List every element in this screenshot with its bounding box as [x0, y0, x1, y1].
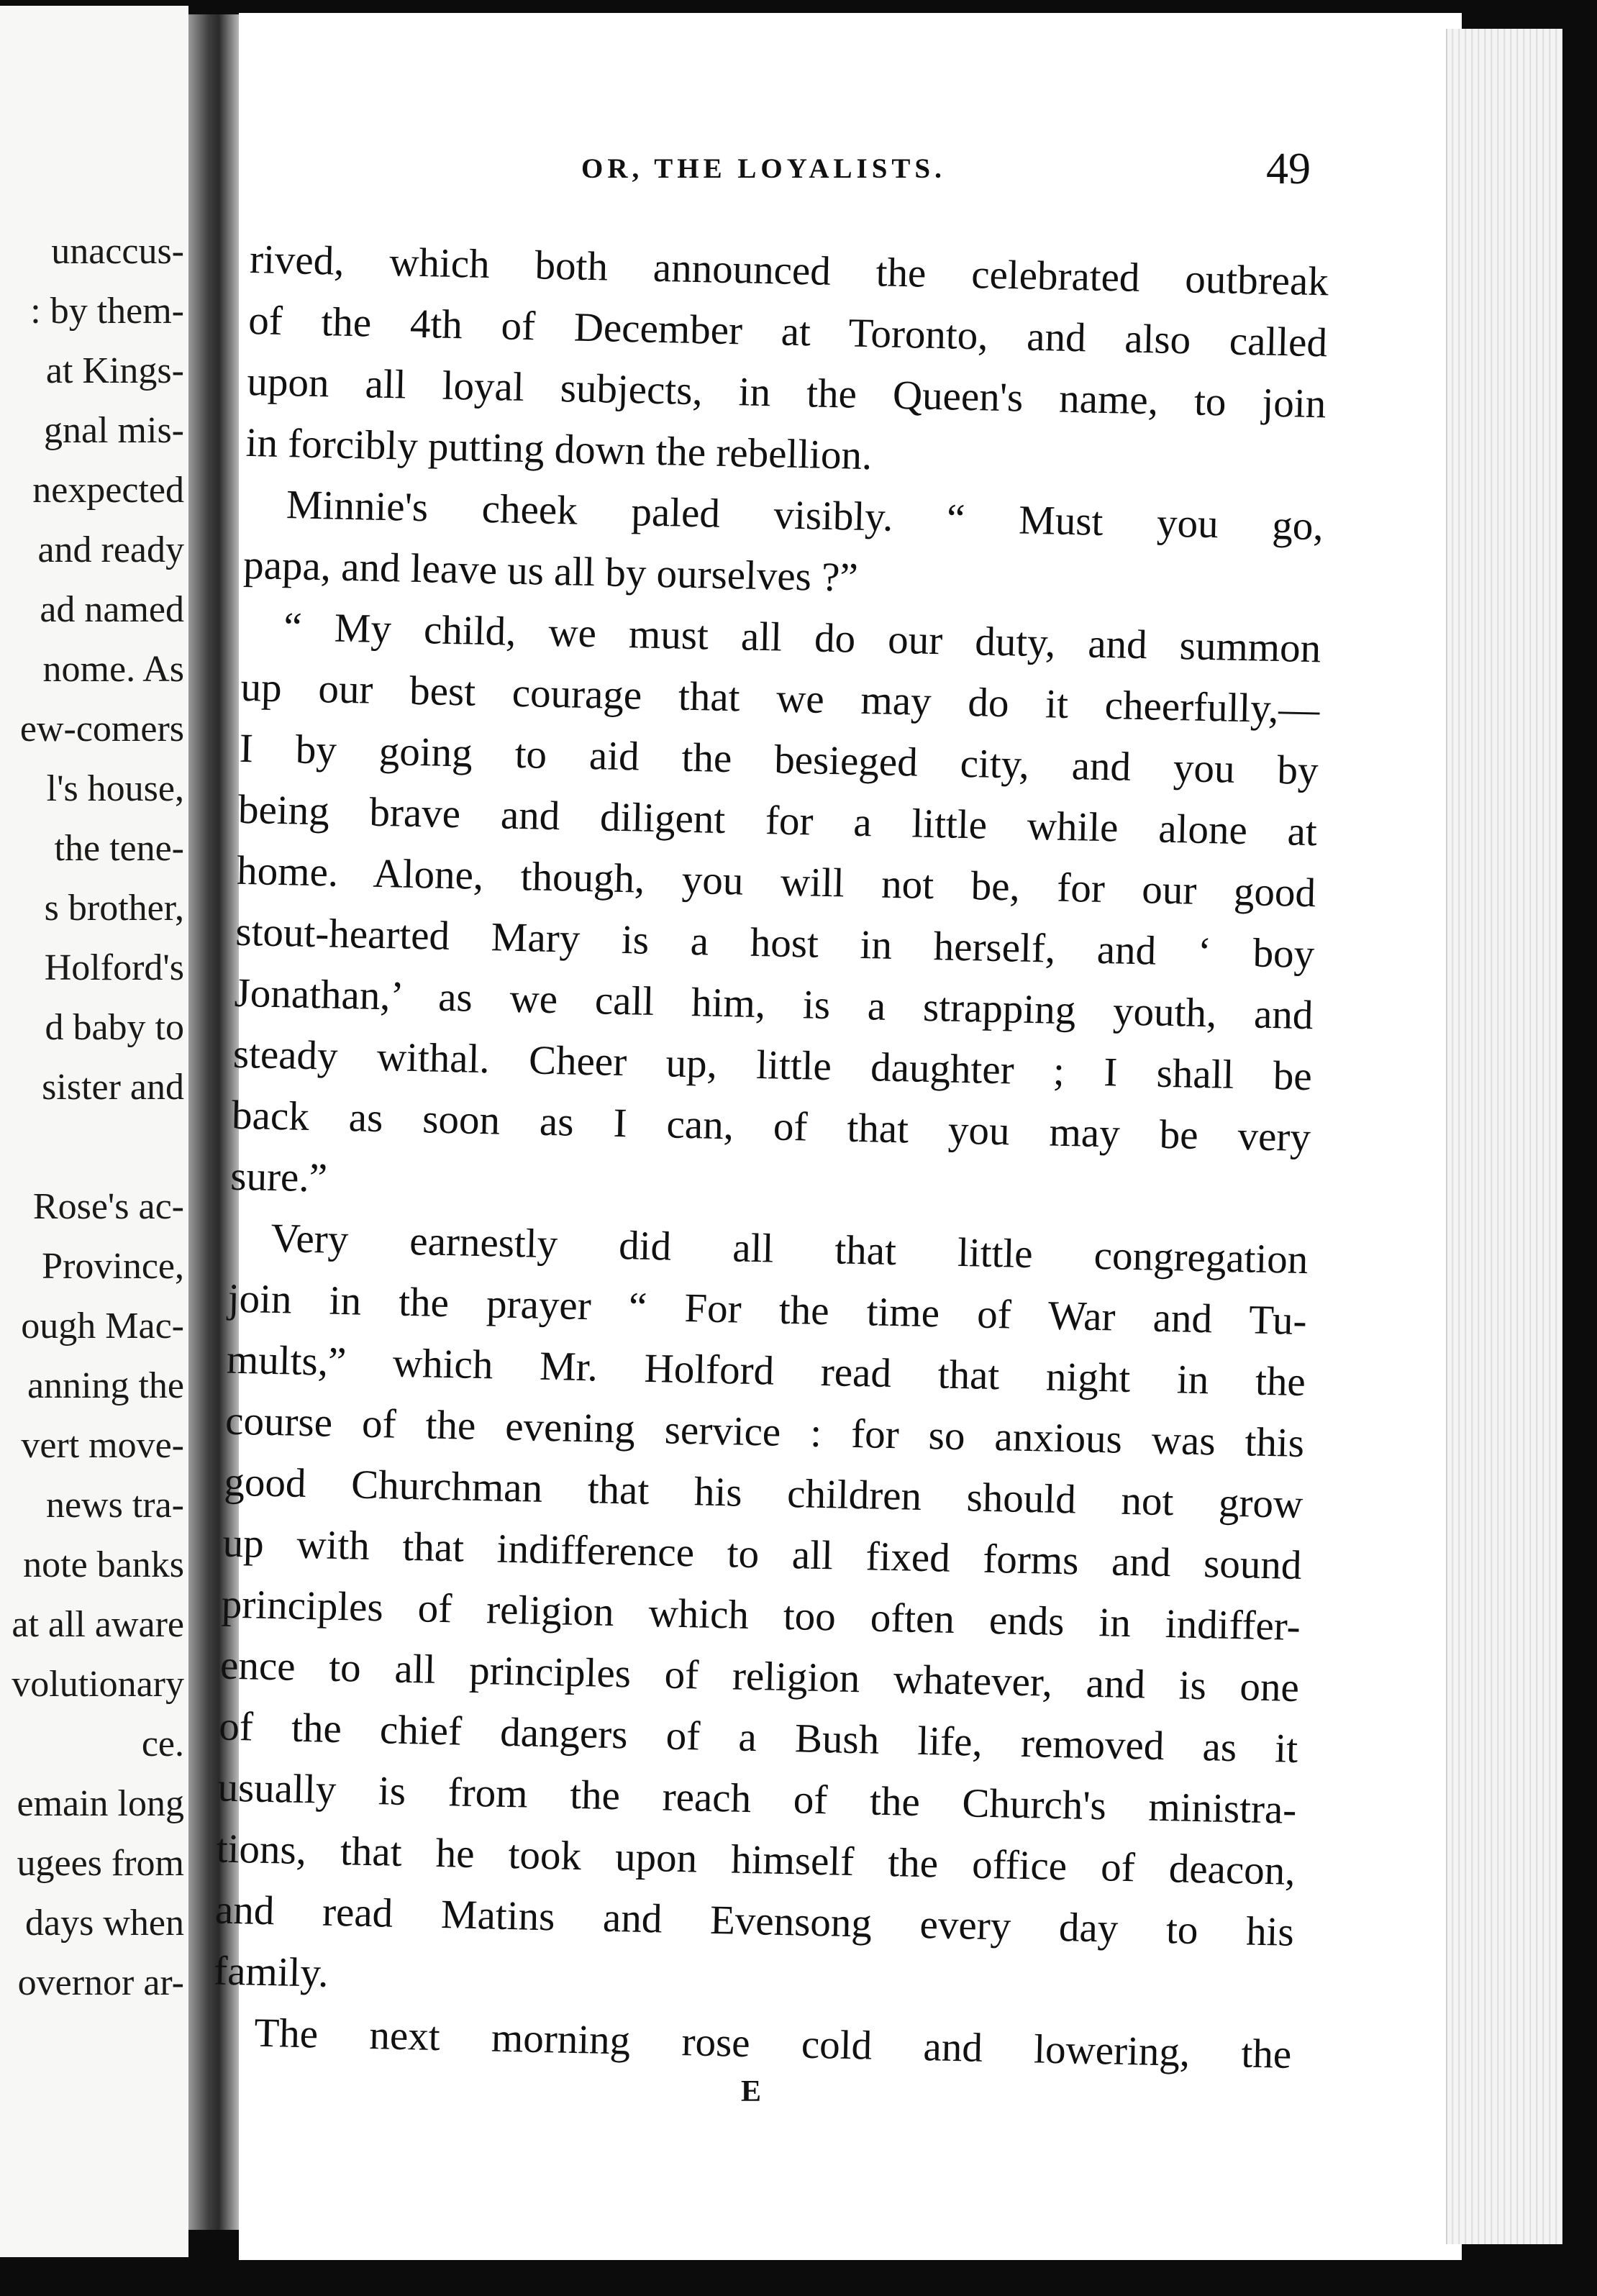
text-line: overnor ar-	[17, 1962, 184, 2003]
text-line: I by going to aid the besieged city, and you by	[239, 725, 1319, 794]
facing-page-left	[0, 6, 188, 2257]
paragraph-gap	[12, 1117, 184, 1177]
page-number: 49	[1266, 145, 1311, 193]
text-line: anning the	[27, 1365, 184, 1406]
text-line: “ My child, we must all do our duty, and summon	[283, 604, 1321, 672]
text-line: up our best courage that we may do it cheerfully,—	[240, 664, 1320, 733]
text-line: and ready	[37, 529, 184, 570]
text-line: news tra-	[45, 1485, 184, 1526]
text-line: of the chief dangers of a Bush life, removed as it	[218, 1703, 1298, 1772]
text-line: good Churchman that his children should not grow	[223, 1459, 1303, 1528]
text-line: d baby to	[45, 1007, 184, 1048]
text-line: home. Alone, though, you will not be, for our good	[236, 847, 1316, 916]
text-line: steady withal. Cheer up, little daughter ; I shall be	[232, 1031, 1313, 1100]
text-line: usually is from the reach of the Church's ministra-	[217, 1764, 1297, 1833]
text-line: nome. As	[42, 649, 184, 690]
text-line: volutionary	[12, 1664, 184, 1705]
text-line: of the 4th of December at Toronto, and also called	[247, 297, 1328, 366]
text-line: Minnie's cheek paled visibly. “ Must you go,	[286, 482, 1324, 550]
facing-page-text	[12, 222, 184, 2013]
signature-mark: E	[741, 2075, 762, 2108]
text-line: Holford's	[44, 947, 184, 988]
text-line: at Kings-	[45, 350, 184, 391]
text-line: join in the prayer “ For the time of War and Tu-	[227, 1275, 1308, 1344]
text-line: Province,	[42, 1246, 184, 1287]
text-line: note banks	[23, 1544, 184, 1585]
text-line: in forcibly putting down the rebellion.	[245, 419, 873, 479]
text-line: unaccus-	[51, 231, 184, 272]
text-line: Rose's ac-	[32, 1186, 184, 1227]
text-line: s brother,	[44, 888, 184, 929]
text-line: rived, which both announced the celebrated outbreak	[249, 236, 1329, 305]
text-line: stout-hearted Mary is a host in herself, and ‘ boy	[235, 908, 1315, 978]
text-line: sister and	[42, 1067, 184, 1108]
text-line: The next morning rose cold and lowering, the	[253, 2010, 1292, 2077]
text-line: upon all loyal subjects, in the Queen's name, to join	[246, 358, 1327, 427]
text-line: ough Mac-	[21, 1306, 184, 1347]
text-line: ugees from	[17, 1843, 184, 1884]
text-line: the tene-	[54, 828, 184, 869]
text-line: nexpected	[32, 470, 184, 511]
page-edges	[1446, 29, 1562, 2244]
text-line: ce.	[141, 1723, 184, 1764]
text-line: principles of religion which too often ends in indiffer-	[221, 1581, 1301, 1649]
text-line: gnal mis-	[44, 410, 184, 451]
text-line: up with that indifference to all fixed forms and sound	[222, 1520, 1303, 1589]
text-line: papa, and leave us all by ourselves ?”	[242, 542, 859, 601]
text-line: Jonathan,’ as we call him, is a strapping youth, and	[234, 970, 1314, 1039]
text-line: back as soon as I can, of that you may be very	[231, 1092, 1311, 1161]
text-line: l's house,	[46, 768, 184, 809]
text-line: ad named	[40, 589, 184, 630]
text-line: : by them-	[30, 291, 184, 332]
text-line: tions, that he took upon himself the office of deacon,	[216, 1826, 1296, 1894]
text-line: mults,” which Mr. Holford read that night in the	[226, 1336, 1306, 1406]
text-line: course of the evening service : for so anxious was this	[224, 1398, 1305, 1467]
text-line: emain long	[17, 1783, 184, 1824]
text-line: ence to all principles of religion whatever, and is one	[219, 1642, 1300, 1710]
text-line: Very earnestly did all that little congregation	[270, 1215, 1309, 1283]
running-head: OR, THE LOYALISTS.	[581, 153, 946, 184]
text-line: family.	[213, 1948, 329, 1996]
text-line: sure.”	[229, 1153, 328, 1201]
text-line: ew-comers	[19, 709, 184, 750]
page-body-text	[212, 229, 1329, 2085]
text-line: at all aware	[12, 1604, 184, 1645]
text-line: days when	[25, 1903, 184, 1944]
text-line: being brave and diligent for a little while alone at	[237, 786, 1318, 855]
text-line: and read Matins and Evensong every day to his	[214, 1887, 1295, 1955]
text-line: vert move-	[21, 1425, 184, 1466]
